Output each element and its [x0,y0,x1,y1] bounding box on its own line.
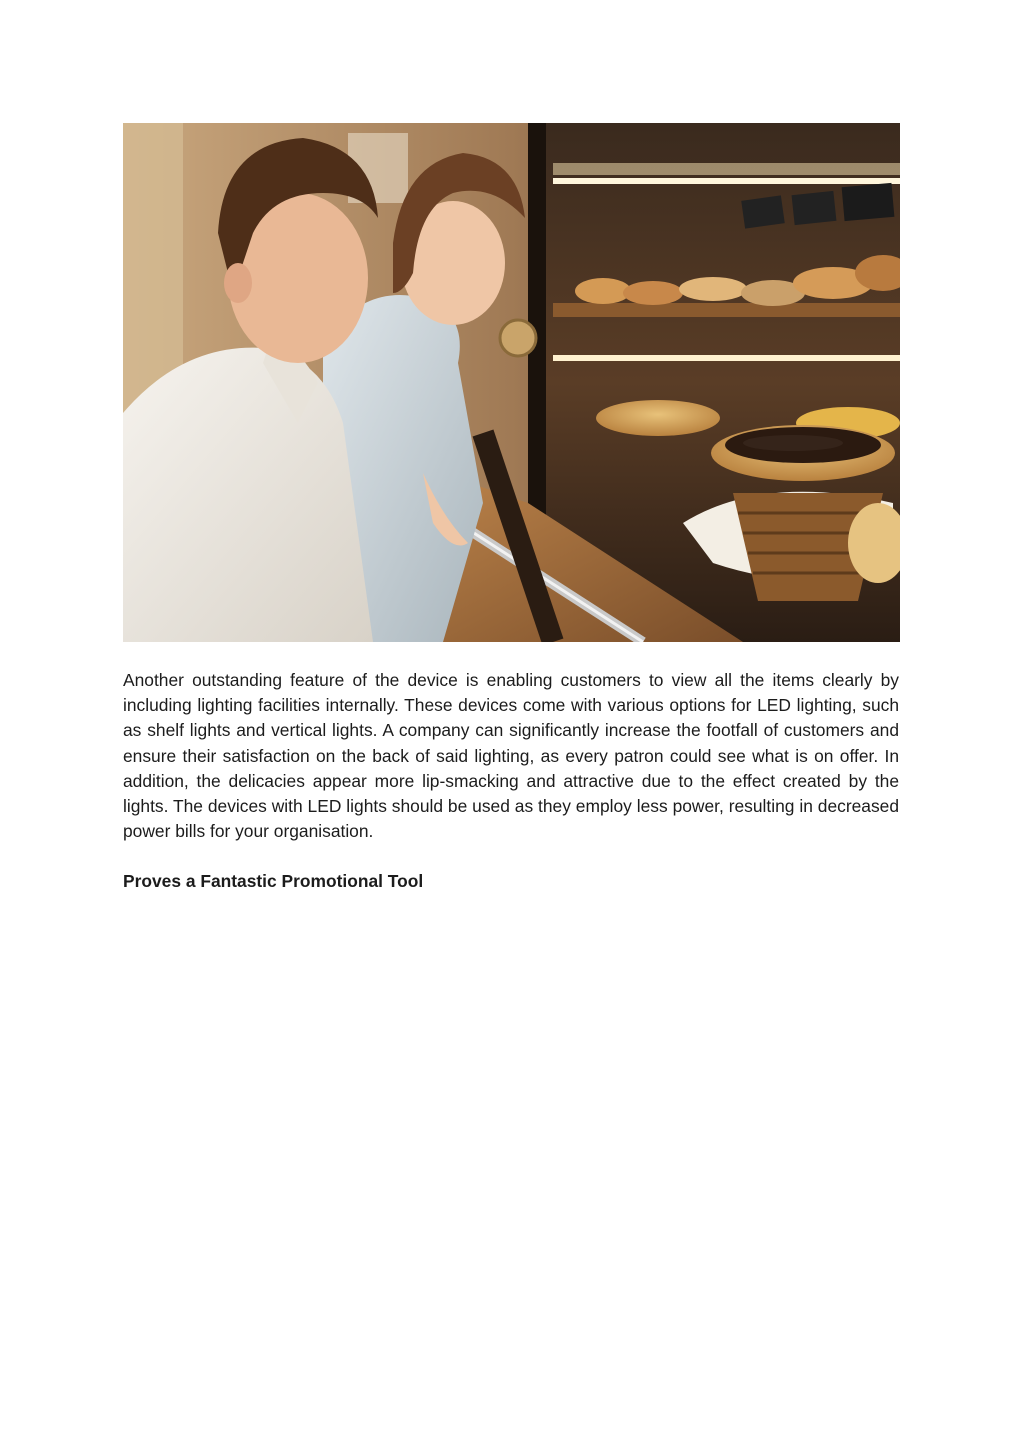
body-paragraph: Another outstanding feature of the device is enabling customers to view all the items clearly by including lighting facilities internally. These devices come with various options for LED lighting, such as shelf lights and vertical lights. A company can significantly increase the footfall of customers and ensure their satisfaction on the back of said lighting, as every patron could see what is on offer. In addition, the delicacies appear more lip-smacking and attractive due to the effect created by the lights. The devices with LED lights should be used as they employ less power, resulting in decreased power bills for your organisation. [123,670,899,842]
bakery-display-case-photo [123,123,900,642]
photo-illustration [123,123,900,642]
section-heading: Proves a Fantastic Promotional Tool [123,871,424,891]
